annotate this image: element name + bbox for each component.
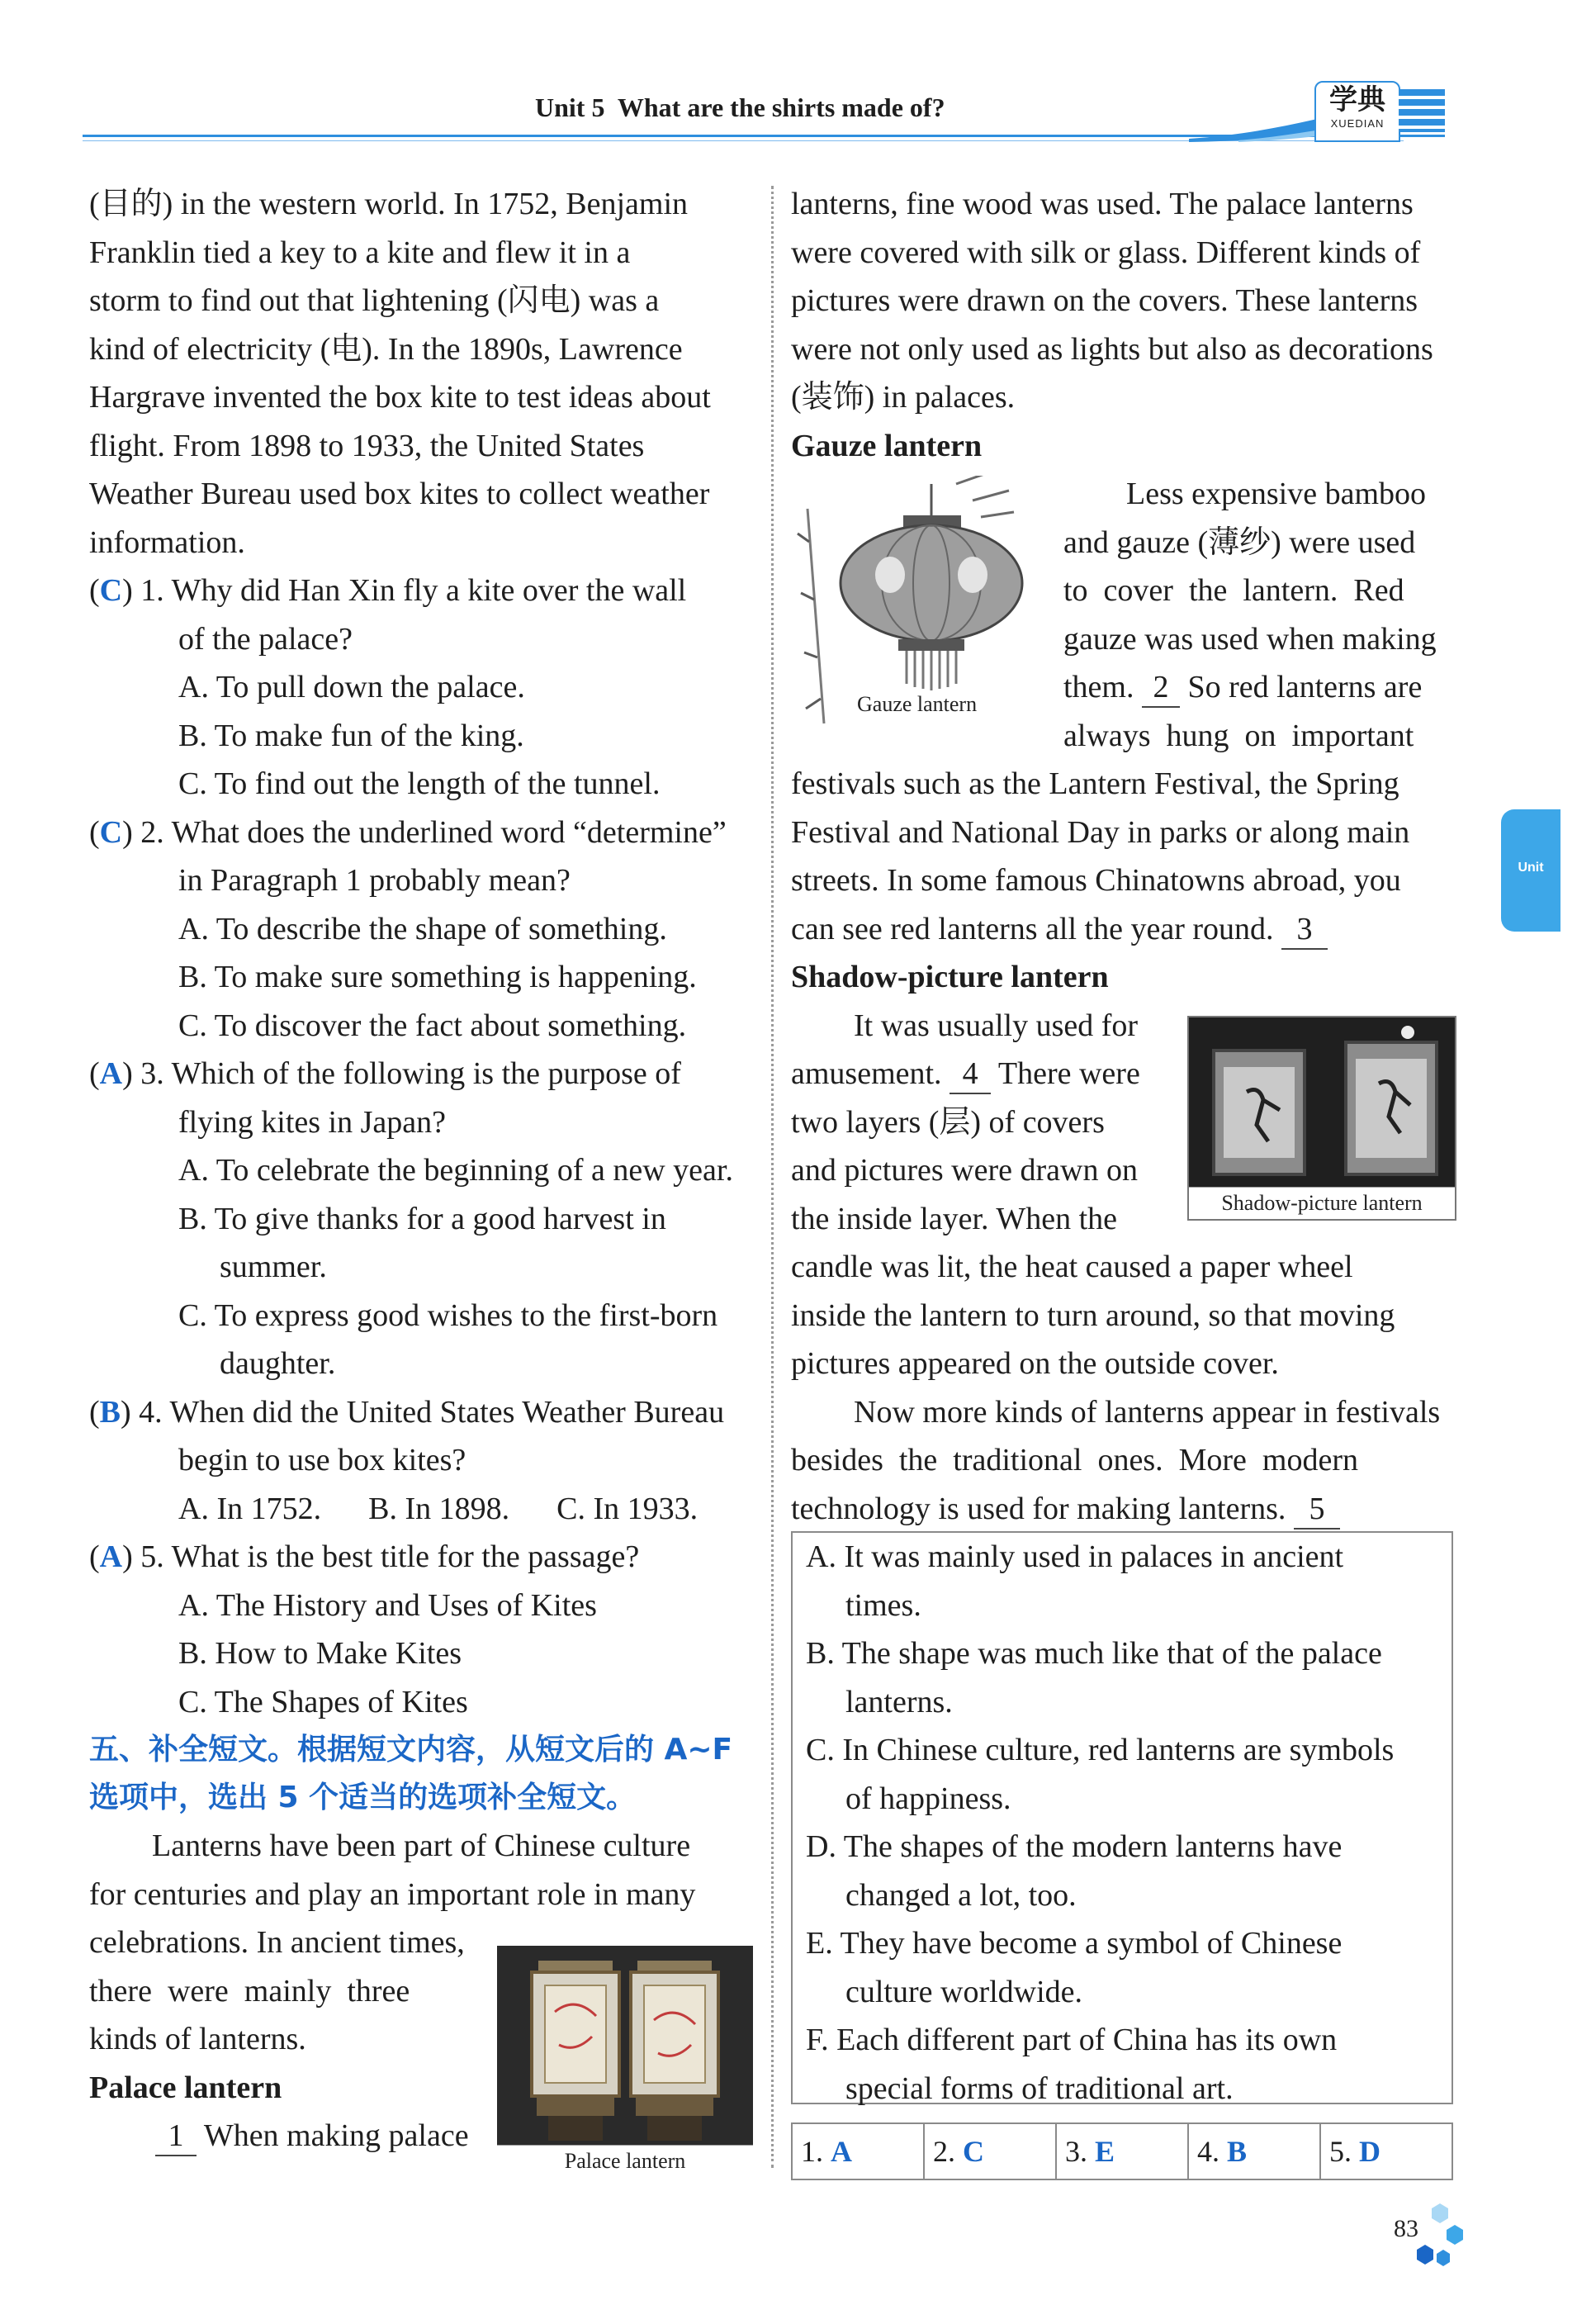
side-tab-label: Unit (1518, 861, 1544, 875)
text-line: besides the traditional ones. More modern (791, 1443, 1359, 1477)
blank-5[interactable]: 5 (1294, 1490, 1340, 1530)
unit-side-tab (1501, 809, 1560, 932)
text-line: and gauze (薄纱) were used (1063, 524, 1416, 560)
text-line: candle was lit, the heat caused a paper wheel (791, 1250, 1353, 1284)
text-line: It was usually used for (854, 1008, 1139, 1043)
option-f: F. Each different part of China has its own (806, 2023, 1338, 2057)
option-c: C. To discover the fact about something. (178, 1008, 687, 1043)
option-b: B. To make fun of the king. (178, 718, 524, 753)
option-b: B. In 1898. (368, 1491, 510, 1526)
answer-num: 5. (1329, 2135, 1352, 2168)
gauze-lantern-image (791, 476, 1052, 738)
text-segment: There were (997, 1056, 1140, 1091)
question-stem: in Paragraph 1 probably mean? (178, 863, 571, 898)
blank-4[interactable]: 4 (950, 1055, 991, 1094)
text-line: for centuries and play an important role in many (89, 1876, 696, 1912)
question-stem: 1. Why did Han Xin fly a kite over the wall (140, 573, 687, 608)
answer-cell (1321, 2124, 1452, 2179)
shadow-lantern-caption: Shadow-picture lantern (1189, 1187, 1455, 1219)
shadow-lantern-icon (1189, 1017, 1455, 1188)
option-e: E. They have become a symbol of Chinese (806, 1926, 1343, 1961)
answer-2: C (99, 814, 123, 850)
text-line: pictures were drawn on the covers. These lanterns (791, 283, 1418, 318)
option-b: B. To make sure something is happening. (178, 960, 697, 994)
answer-4: B (99, 1394, 121, 1430)
kite-passage-end (89, 180, 750, 567)
gauze-lantern-caption: Gauze lantern (857, 692, 978, 716)
question-1: (C) 1. Why did Han Xin fly a kite over the wall of the palace? A. To pull down the palace. B. To make fun of the king. C. To find out the length of the tunnel. (89, 567, 750, 809)
answer-cell (1189, 2124, 1321, 2179)
option-b-cont: lanterns. (845, 1684, 953, 1719)
option-d: D. The shapes of the modern lanterns have (806, 1829, 1343, 1864)
text-line: celebrations. In ancient times, (89, 1925, 465, 1960)
blank-1[interactable]: 1 (155, 2117, 197, 2156)
option-a: A. It was mainly used in palaces in ancient (806, 1539, 1344, 1574)
option-b: B. To give thanks for a good harvest in (178, 1201, 666, 1236)
question-3: (A) 3. Which of the following is the purpose of flying kites in Japan? A. To celebrate the beginning of a new year. B. To give thanks for a good harvest in summer. C. To express good wishes to the first-born daughter. (89, 1050, 750, 1388)
answer-1: C (99, 573, 123, 608)
answer-letter: A (831, 2135, 852, 2168)
palace-lantern-caption: Palace lantern (497, 2145, 753, 2177)
text-line: there were mainly three (89, 1973, 410, 2009)
gauze-lantern-title: Gauze lantern (791, 428, 983, 463)
option-b: B. The shape was much like that of the palace (806, 1636, 1382, 1671)
option-a: A. To pull down the palace. (178, 670, 525, 704)
logo-en: XUEDIAN (1330, 117, 1385, 130)
text-line: Weather Bureau used box kites to collect weather (89, 477, 710, 511)
answer-letter: E (1095, 2135, 1115, 2168)
text-segment: technology is used for making lanterns. (791, 1491, 1286, 1526)
header-logo-stripes (1399, 89, 1445, 132)
text-line: Lanterns have been part of Chinese culture (152, 1828, 691, 1863)
hexagon-decor-icon (1405, 2197, 1463, 2271)
answer-num: 4. (1197, 2135, 1219, 2168)
section-heading-line: 选项中，选出 5 个适当的选项补全短文。 (89, 1781, 637, 1814)
option-c: C. To find out the length of the tunnel. (178, 766, 661, 801)
question-stem: of the palace? (178, 621, 353, 657)
option-c-cont: daughter. (220, 1346, 336, 1381)
question-stem: 3. Which of the following is the purpose of (140, 1056, 681, 1091)
text-line: (装饰) in palaces. (791, 380, 1016, 415)
option-a: A. To describe the shape of something. (178, 911, 667, 946)
text-line: to cover the lantern. Red (1063, 573, 1404, 608)
blank-2[interactable]: 2 (1142, 668, 1180, 708)
answer-3: A (99, 1056, 123, 1091)
question-5: (A) 5. What is the best title for the passage? A. The History and Uses of Kites B. How to Make Kites C. The Shapes of Kites (89, 1533, 750, 1726)
text-line: pictures appeared on the outside cover. (791, 1346, 1279, 1381)
section-heading-line: 五、补全短文。根据短文内容，从短文后的 A~F (89, 1733, 733, 1767)
palace-lantern-icon (497, 1946, 753, 2146)
answer-cell (925, 2124, 1057, 2179)
option-e-cont: culture worldwide. (845, 1974, 1083, 2009)
answer-letter: B (1227, 2135, 1248, 2168)
answer-num: 2. (933, 2135, 955, 2168)
unit-title: Unit 5 What are the shirts made of? (535, 92, 945, 122)
question-4: (B) 4. When did the United States Weather Bureau begin to use box kites? A. In 1752. B. In 1898. C. In 1933. (89, 1388, 750, 1534)
text-line: storm to find out that lightening (闪电) was a (89, 283, 660, 318)
option-f-cont: special forms of traditional art. (845, 2070, 1234, 2106)
question-stem: begin to use box kites? (178, 1443, 466, 1477)
text-line: kinds of lanterns. (89, 2022, 306, 2056)
text-line: festivals such as the Lantern Festival, the Spring (791, 766, 1399, 801)
text-line: two layers (层) of covers (791, 1104, 1105, 1140)
xuedian-logo (1314, 81, 1400, 142)
shadow-wrap (791, 1002, 1179, 1244)
option-c: C. In Chinese culture, red lanterns are symbols (806, 1733, 1395, 1767)
answer-num: 3. (1065, 2135, 1087, 2168)
text-line: flight. From 1898 to 1933, the United States (89, 428, 645, 463)
text-line: the inside layer. When the (791, 1201, 1118, 1236)
column-divider (771, 186, 774, 2168)
answer-cell (1057, 2124, 1189, 2179)
option-a: A. The History and Uses of Kites (178, 1587, 597, 1623)
text-line: lanterns, fine wood was used. The palace lanterns (791, 187, 1414, 221)
blank-3[interactable]: 3 (1281, 910, 1328, 950)
answer-table (791, 2122, 1453, 2180)
text-line: were covered with silk or glass. Different kinds of (791, 235, 1421, 270)
answer-cell (793, 2124, 925, 2179)
option-c: C. In 1933. (556, 1491, 699, 1526)
option-c: C. The Shapes of Kites (178, 1684, 468, 1719)
question-stem: flying kites in Japan? (178, 1104, 446, 1140)
logo-cn: 学典 (1329, 83, 1385, 116)
text-line: always hung on important (1063, 718, 1414, 753)
question-stem: 2. What does the underlined word “determine” (140, 814, 727, 850)
palace-lantern-image (497, 1946, 753, 2177)
option-b: B. How to Make Kites (178, 1636, 462, 1671)
question-stem: 5. What is the best title for the passage? (140, 1539, 640, 1574)
option-a-cont: times. (845, 1587, 921, 1623)
option-a: A. To celebrate the beginning of a new year. (178, 1153, 733, 1188)
answer-letter: D (1359, 2135, 1380, 2168)
text-line: streets. In some famous Chinatowns abroad, you (791, 863, 1401, 898)
palace-lantern-title: Palace lantern (89, 2070, 282, 2105)
page-header (0, 0, 1577, 149)
text-line: gauze was used when making (1063, 621, 1437, 657)
text-segment: So red lanterns are (1187, 670, 1423, 704)
answer-5: A (99, 1539, 123, 1574)
question-stem: 4. When did the United States Weather Bureau (139, 1394, 725, 1430)
text-line: Festival and National Day in parks or along main (791, 814, 1410, 850)
text-line: Less expensive bamboo (1126, 477, 1427, 511)
question-2: (C) 2. What does the underlined word “determine” in Paragraph 1 probably mean? A. To describe the shape of something. B. To make sure something is happening. C. To discover the fact about something. (89, 809, 750, 1051)
answer-letter: C (963, 2135, 984, 2168)
shadow-lantern-image (1187, 1016, 1456, 1221)
option-d-cont: changed a lot, too. (845, 1877, 1077, 1913)
text-segment: can see red lanterns all the year round. (791, 911, 1274, 946)
text-line: (目的) in the western world. In 1752, Benjamin (89, 187, 689, 221)
text-line: Hargrave invented the box kite to test ideas about (89, 380, 711, 415)
text-line: and pictures were drawn on (791, 1153, 1138, 1188)
option-c-cont: of happiness. (845, 1781, 1011, 1816)
text-line: Now more kinds of lanterns appear in festivals (854, 1394, 1441, 1430)
text-line: were not only used as lights but also as decorations (791, 331, 1433, 367)
options-box (791, 1531, 1453, 2104)
answer-num: 1. (801, 2135, 823, 2168)
page-number: 83 (1394, 2215, 1418, 2242)
option-b-cont: summer. (220, 1250, 327, 1284)
shadow-lantern-title: Shadow-picture lantern (791, 960, 1109, 994)
option-c: C. To express good wishes to the first-born (178, 1297, 718, 1333)
section-5-heading (89, 1726, 750, 1822)
right-column (791, 180, 1452, 1533)
text-line: inside the lantern to turn around, so that moving (791, 1297, 1395, 1333)
left-column (89, 180, 750, 2160)
text-line: kind of electricity (电). In the 1890s, Lawrence (89, 331, 683, 367)
text-segment: amusement. (791, 1056, 942, 1091)
text-line: Franklin tied a key to a kite and flew it in a (89, 235, 631, 270)
text-line: information. (89, 524, 245, 560)
text-segment: them. (1063, 670, 1134, 704)
option-a: A. In 1752. (178, 1491, 322, 1526)
text-line: When making palace (203, 2118, 469, 2153)
